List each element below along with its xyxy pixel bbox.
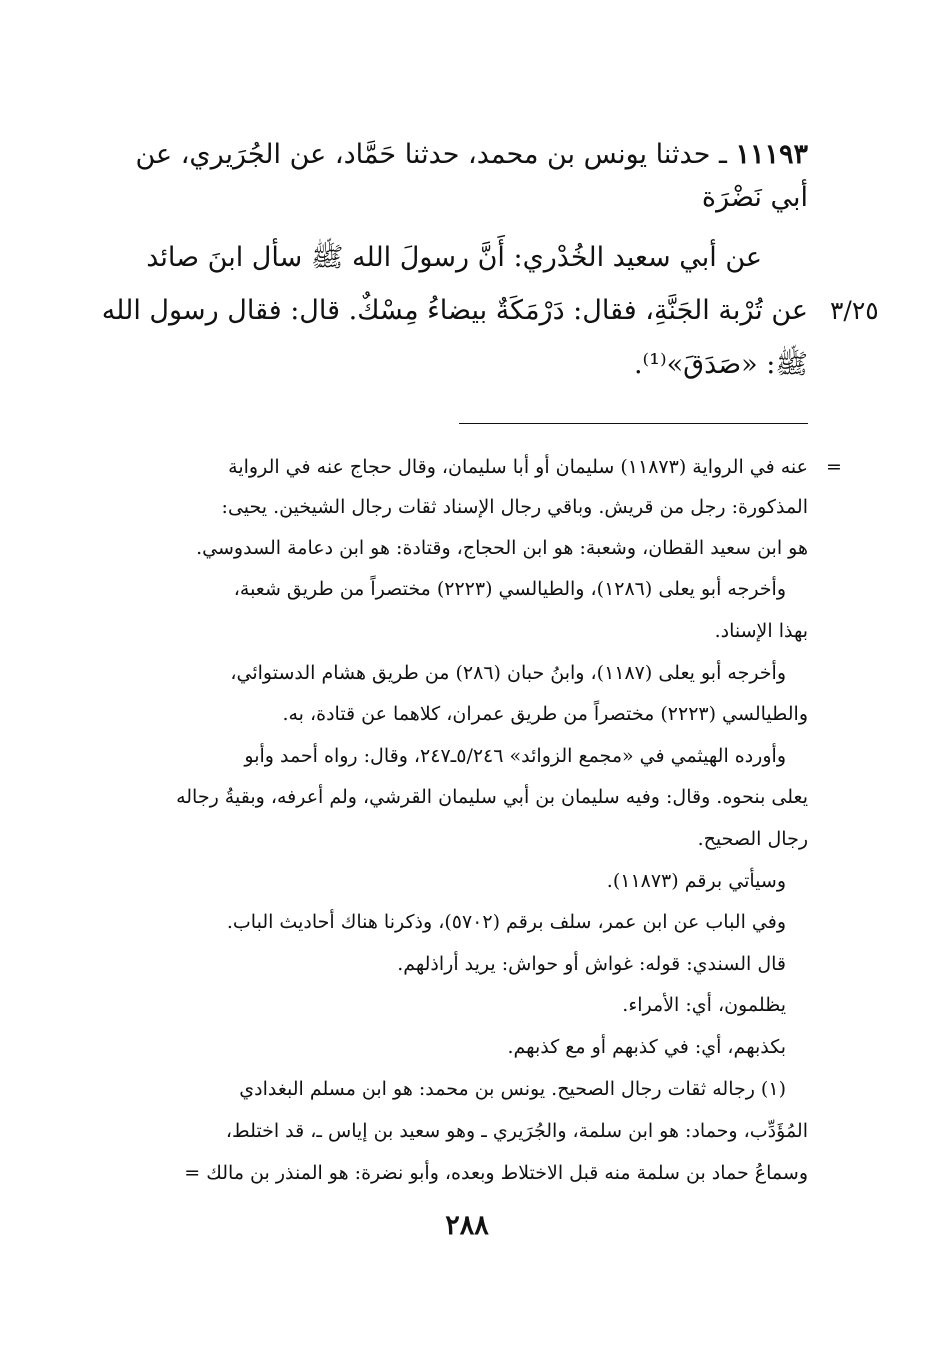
footnote-line: وفي الباب عن ابن عمر، سلف برقم (٥٧٠٢)، وذكرنا هناك أحاديث الباب. (226, 911, 786, 933)
footnote-line: والطيالسي (٢٢٢٣) مختصراً من طريق عمران، كلاهما عن قتادة، به. (282, 703, 808, 725)
hadith-line-2: أبي نَضْرَة (701, 182, 808, 213)
footnote-line: رجال الصحيح. (697, 828, 808, 850)
hadith-text-1: ـ حدثنا يونس بن محمد، حدثنا حَمَّاد، عن الجُرَيري، عن (135, 139, 727, 170)
footnote-line: قال السندي: قوله: غواش أو حواش: يريد أراذلهم. (397, 953, 786, 975)
page-number: ٢٨٨ (445, 1210, 489, 1241)
hadith-number: ١١١٩٣ (735, 139, 808, 170)
footnote-line: هو ابن سعيد القطان، وشعبة: هو ابن الحجاج، وقتادة: هو ابن دعامة السدوسي. (196, 537, 808, 559)
footnote-line: يظلمون، أي: الأمراء. (622, 994, 786, 1016)
footnote-line: يعلى بنحوه. وقال: وفيه سليمان بن أبي سليمان القرشي، ولم أعرفه، وبقيةُ رجاله (176, 786, 808, 808)
footnote-1-line: المُؤَدِّب، وحماد: هو ابن سلمة، والجُرَيري ـ وهو سعيد بن إياس ـ، قد اختلط، (225, 1120, 808, 1142)
footnote-line: بهذا الإسناد. (714, 620, 808, 642)
footnote-separator (459, 423, 808, 424)
hadith-line-4: عن تُرْبة الجَنَّةِ، فقال: دَرْمَكَةٌ بيضاءُ مِسْكٌ. قال: فقال رسول الله (101, 295, 808, 326)
volume-page-marker: ٣/٢٥ (830, 296, 879, 325)
footnote-line: وأورده الهيثمي في «مجمع الزوائد» ٥/٢٤٦ـ٢٤٧، وقال: رواه أحمد وأبو (244, 745, 786, 767)
footnote-line: عنه في الرواية (١١٨٧٣) سليمان أو أبا سليمان، وقال حجاج عنه في الرواية (228, 456, 808, 478)
continuation-mark: = (826, 456, 842, 478)
hadith-line-5: ﷺ: «صَدَقَ»⁽¹⁾. (633, 349, 808, 380)
footnote-line: وأخرجه أبو يعلى (١٢٨٦)، والطيالسي (٢٢٢٣) مختصراً من طريق شعبة، (233, 578, 786, 600)
footnote-line: وأخرجه أبو يعلى (١١٨٧)، وابنُ حبان (٢٨٦) من طريق هشام الدستوائي، (230, 662, 786, 684)
footnote-line: وسيأتي برقم (١١٨٧٣). (606, 870, 786, 892)
footnote-1-line: (١) رجاله ثقات رجال الصحيح. يونس بن محمد: هو ابن مسلم البغدادي (239, 1078, 786, 1100)
footnote-1-line: وسماعُ حماد بن سلمة منه قبل الاختلاط وبعده، وأبو نضرة: هو المنذر بن مالك = (184, 1162, 808, 1184)
footnote-line: المذكورة: رجل من قريش. وباقي رجال الإسناد ثقات رجال الشيخين. يحيى: (221, 496, 808, 518)
footnote-line: بكذبهم، أي: في كذبهم أو مع كذبهم. (507, 1036, 786, 1058)
hadith-line-1 (135, 140, 808, 170)
hadith-line-3: عن أبي سعيد الخُدْري: أَنَّ رسولَ الله ﷺ سأل ابنَ صائد (146, 242, 762, 273)
